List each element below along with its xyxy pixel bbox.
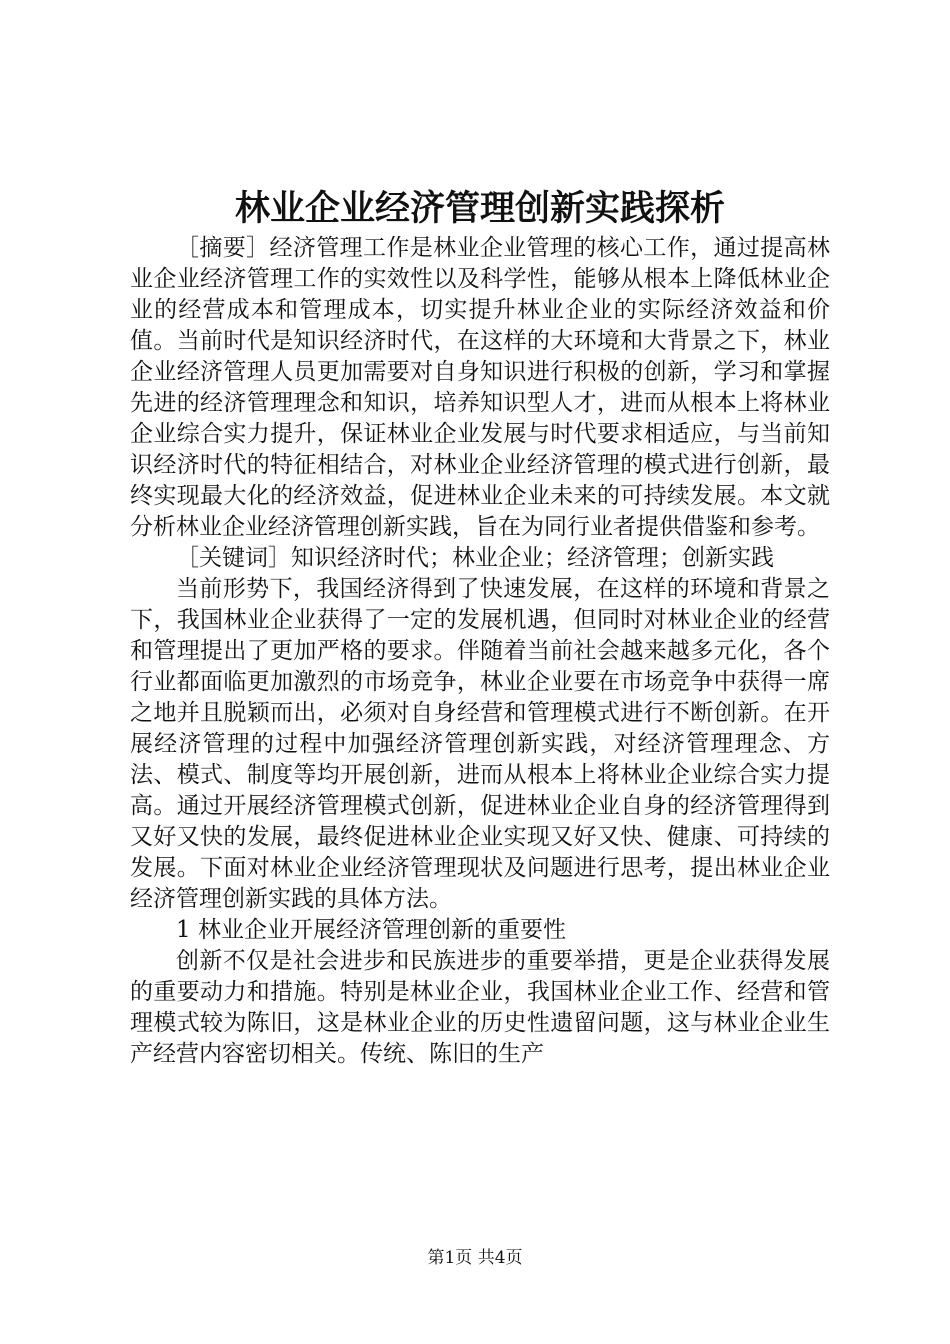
intro-paragraph: 当前形势下，我国经济得到了快速发展，在这样的环境和背景之下，我国林业企业获得了一定的发展机遇，但同时对林业企业的经营和管理提出了更加严格的要求。伴随着当前社会越来越多元化，各个行业都面临更加激烈的市场竞争，林业企业要在市场竞争中获得一席之地并且脱颖而出，必须对自身经营和管理模式进行不断创新。在开展经济管理的过程中加强经济管理创新实践，对经济管理理念、方法、模式、制度等均开展创新，进而从根本上将林业企业综合实力提高。通过开展经济管理模式创新，促进林业企业自身的经济管理得到又好又快的发展，最终促进林业企业实现又好又快、健康、可持续的发展。下面对林业企业经济管理现状及问题进行思考，提出林业企业经济管理创新实践的具体方法。 bbox=[130, 576, 830, 912]
section-heading: 1 林业企业开展经济管理创新的重要性 bbox=[176, 917, 566, 943]
section-paragraph: 创新不仅是社会进步和民族进步的重要举措，更是企业获得发展的重要动力和措施。特别是林业企业，我国林业企业工作、经营和管理模式较为陈旧，这是林业企业的历史性遗留问题，这与林业企业生产经营内容密切相关。传统、陈旧的生产 bbox=[130, 948, 830, 1067]
document-body bbox=[130, 233, 830, 1070]
page-footer: 第1页 共4页 bbox=[427, 1248, 523, 1268]
document-title: 林业企业经济管理创新实践探析 bbox=[234, 188, 725, 229]
keywords-paragraph: ［关键词］知识经济时代；林业企业；经济管理；创新实践 bbox=[176, 545, 774, 571]
abstract-paragraph: ［摘要］经济管理工作是林业企业管理的核心工作，通过提高林业企业经济管理工作的实效性以及科学性，能够从根本上降低林业企业的经营成本和管理成本，切实提升林业企业的实际经济效益和价值。当前时代是知识经济时代，在这样的大环境和大背景之下，林业企业经济管理人员更加需要对自身知识进行积极的创新，学习和掌握先进的经济管理理念和知识，培养知识型人才，进而从根本上将林业企业综合实力提升，保证林业企业发展与时代要求相适应，与当前知识经济时代的特征相结合，对林业企业经济管理的模式进行创新，最终实现最大化的经济效益，促进林业企业未来的可持续发展。本文就分析林业企业经济管理创新实践，旨在为同行业者提供借鉴和参考。 bbox=[130, 235, 830, 540]
